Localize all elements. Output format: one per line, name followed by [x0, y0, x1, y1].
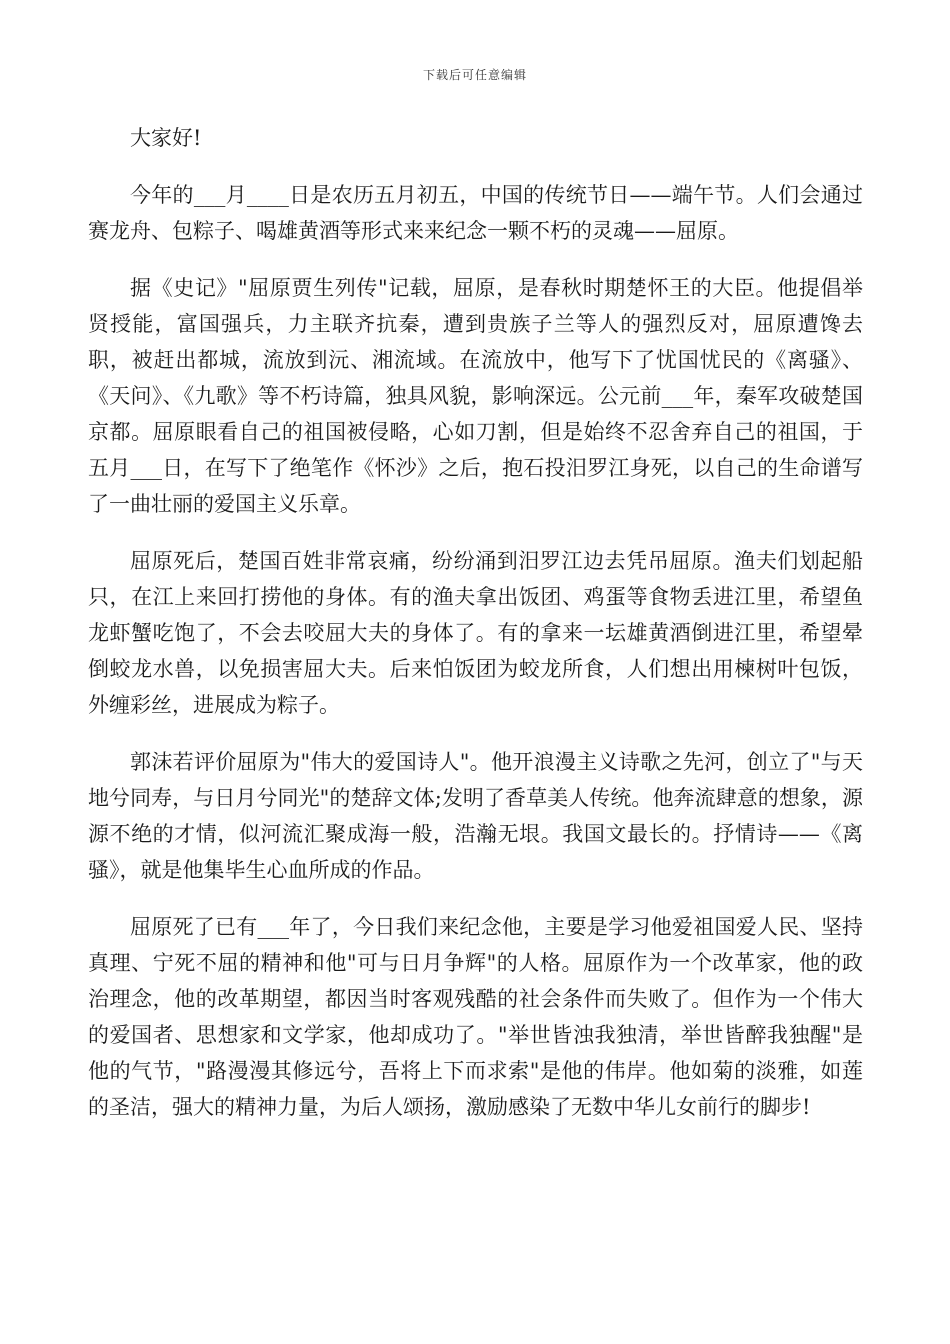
- paragraph-after-death: 屈原死后，楚国百姓非常哀痛，纷纷涌到汨罗江边去凭吊屈原。渔夫们划起船只，在江上来回打捞他的身体。有的渔夫拿出饭团、鸡蛋等食物丢进江里，希望鱼龙虾蟹吃饱了，不会去咬屈大夫的身体了。有的拿来一坛雄黄酒倒进江里，希望晕倒蛟龙水兽，以免损害屈大夫。后来怕饭团为蛟龙所食，人们想出用楝树叶包饭，外缠彩丝，进展成为粽子。: [88, 549, 863, 717]
- header-note: 下载后可任意编辑: [422, 68, 527, 82]
- paragraph-guo-moruo-evaluation: 郭沫若评价屈原为"伟大的爱国诗人"。他开浪漫主义诗歌之先河，创立了"与天地兮同寿，与日月兮同光"的楚辞文体;发明了香草美人传统。他奔流肆意的想象，源源不绝的才情，似河流汇聚成海一般，浩瀚无垠。我国文最长的。抒情诗——《离骚》，就是他集毕生心血所成的作品。: [88, 750, 863, 882]
- paragraph-dragon-boat-intro: 今年的___月____日是农历五月初五，中国的传统节日——端午节。人们会通过赛龙舟、包粽子、喝雄黄酒等形式来来纪念一颗不朽的灵魂——屈原。: [88, 183, 863, 243]
- paragraph-qu-yuan-history: 据《史记》"屈原贾生列传"记载，屈原，是春秋时期楚怀王的大臣。他提倡举贤授能，富国强兵，力主联齐抗秦，遭到贵族子兰等人的强烈反对，屈原遭馋去职，被赶出都城，流放到沅、湘流域。在流放中，他写下了忧国忧民的《离骚》、《天问》、《九歌》等不朽诗篇，独具风貌，影响深远。公元前___年，秦军攻破楚国京都。屈原眼看自己的祖国被侵略，心如刀割，但是始终不忍舍弃自己的祖国，于五月___日，在写下了绝笔作《怀沙》之后，抱石投汨罗江身死，以自己的生命谱写了一曲壮丽的爱国主义乐章。: [88, 276, 863, 516]
- greeting: 大家好!: [130, 126, 202, 150]
- paragraph-commemoration: 屈原死了已有___年了，今日我们来纪念他，主要是学习他爱祖国爱人民、坚持真理、宁死不屈的精神和他"可与日月争辉"的人格。屈原作为一个改革家，他的政治理念，他的改革期望，都因当时客观残酷的社会条件而失败了。但作为一个伟大的爱国者、思想家和文学家，他却成功了。"举世皆浊我独清，举世皆醉我独醒"是他的气节，"路漫漫其修远兮，吾将上下而求索"是他的伟岸。他如菊的淡雅，如莲的圣洁，强大的精神力量，为后人颂扬，激励感染了无数中华儿女前行的脚步!: [88, 915, 863, 1119]
- document-body: [88, 120, 863, 1146]
